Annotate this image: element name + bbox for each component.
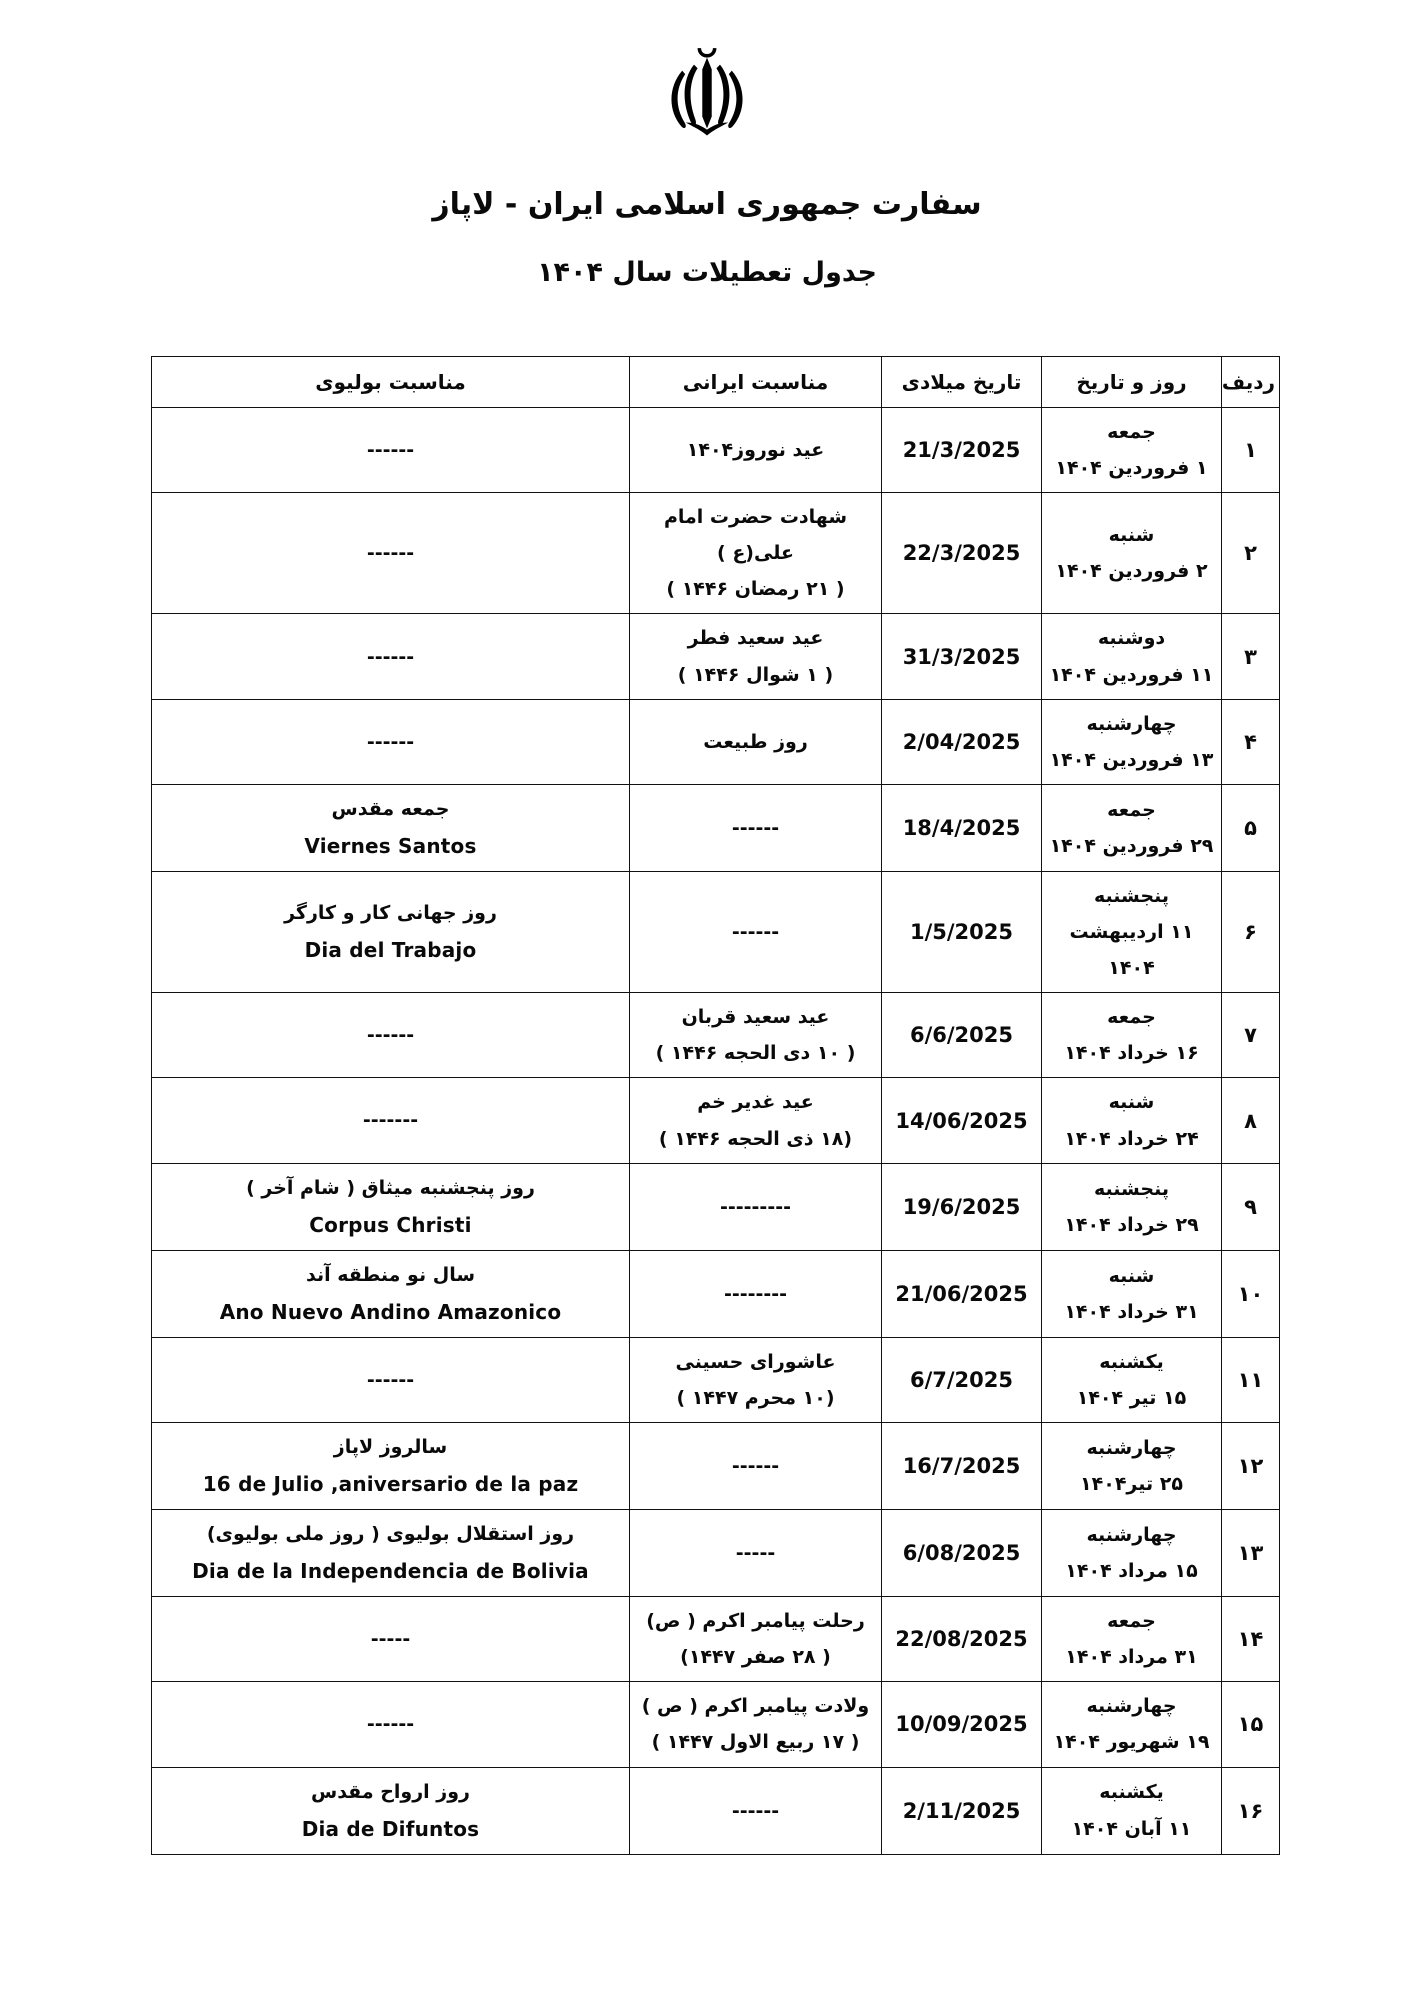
column-header-rooz: روز و تاریخ xyxy=(1042,357,1222,408)
cell-day-and-date xyxy=(1042,1337,1222,1422)
cell-iranian-occasion xyxy=(630,699,882,784)
iranian-occasion-line: ------ xyxy=(731,921,780,944)
iranian-occasion-hijri: (۱۸ ذی الحجه ۱۴۴۶ ) xyxy=(658,1127,853,1150)
iranian-occasion-line: رحلت پیامبر اکرم ( ص) xyxy=(646,1610,865,1633)
cell-radif: ۶ xyxy=(1222,871,1280,992)
cell-iranian-occasion xyxy=(630,1250,882,1337)
table-row xyxy=(152,1682,1280,1767)
iranian-occasion-line: شهادت حضرت امام علی(ع ) xyxy=(663,506,848,565)
iranian-occasion-line: عید سعید قربان xyxy=(681,1006,830,1029)
iranian-occasion-line: ------ xyxy=(731,1799,780,1822)
cell-day-and-date xyxy=(1042,1682,1222,1767)
cell-radif: ۹ xyxy=(1222,1163,1280,1250)
cell-iranian-occasion xyxy=(630,1078,882,1163)
bolivian-occasion-spanish: 16 de Julio ,aniversario de la paz xyxy=(202,1472,579,1497)
cell-day-and-date xyxy=(1042,493,1222,614)
weekday-text: شنبه xyxy=(1108,1264,1155,1287)
cell-radif: ۱۴ xyxy=(1222,1597,1280,1682)
emblem-container xyxy=(0,0,1414,156)
document-heading xyxy=(0,184,1414,292)
cell-day-and-date xyxy=(1042,1597,1222,1682)
iranian-occasion-hijri: ( ۱ شوال ۱۴۴۶ ) xyxy=(677,663,834,686)
iranian-occasion-line: ------ xyxy=(731,816,780,839)
cell-radif: ۴ xyxy=(1222,699,1280,784)
cell-iranian-occasion xyxy=(630,1510,882,1597)
persian-date-text: ۱۵ تیر ۱۴۰۴ xyxy=(1076,1386,1187,1409)
table-header-row xyxy=(152,357,1280,408)
cell-day-and-date xyxy=(1042,871,1222,992)
cell-gregorian-date: 2/04/2025 xyxy=(882,699,1042,784)
cell-bolivian-occasion xyxy=(152,1767,630,1854)
persian-date-text: ۳۱ مرداد ۱۴۰۴ xyxy=(1065,1646,1198,1669)
weekday-text: شنبه xyxy=(1108,524,1155,547)
cell-gregorian-date: 6/08/2025 xyxy=(882,1510,1042,1597)
cell-iranian-occasion xyxy=(630,1767,882,1854)
cell-radif: ۷ xyxy=(1222,993,1280,1078)
table-row xyxy=(152,1422,1280,1509)
bolivian-occasion-persian: سالروز لاپاز xyxy=(333,1435,448,1458)
bolivian-occasion-spanish: Corpus Christi xyxy=(309,1212,472,1237)
cell-bolivian-occasion xyxy=(152,699,630,784)
cell-iranian-occasion xyxy=(630,408,882,493)
cell-bolivian-occasion xyxy=(152,993,630,1078)
cell-bolivian-occasion xyxy=(152,1163,630,1250)
cell-radif: ۱ xyxy=(1222,408,1280,493)
bolivian-occasion-persian: جمعه مقدس xyxy=(331,797,450,820)
cell-bolivian-occasion xyxy=(152,871,630,992)
cell-gregorian-date: 18/4/2025 xyxy=(882,784,1042,871)
column-header-miladi: تاریخ میلادی xyxy=(882,357,1042,408)
iranian-occasion-line: -------- xyxy=(723,1282,788,1305)
cell-gregorian-date: 10/09/2025 xyxy=(882,1682,1042,1767)
column-header-bolivi: مناسبت بولیوی xyxy=(152,357,630,408)
cell-day-and-date xyxy=(1042,1422,1222,1509)
weekday-text: جمعه xyxy=(1107,1006,1156,1029)
bolivian-occasion-persian: سال نو منطقه آند xyxy=(305,1263,476,1286)
cell-iranian-occasion xyxy=(630,1682,882,1767)
cell-day-and-date xyxy=(1042,699,1222,784)
weekday-text: جمعه xyxy=(1107,421,1156,443)
holidays-table-container xyxy=(152,356,1280,1855)
iranian-occasion-hijri: ( ۲۸ صفر ۱۴۴۷) xyxy=(680,1646,831,1669)
iranian-occasion-hijri: ----- xyxy=(735,1542,776,1565)
persian-date-text: ۲۹ خرداد ۱۴۰۴ xyxy=(1064,1213,1199,1236)
iranian-occasion-hijri: --------- xyxy=(720,1195,791,1218)
cell-radif: ۱۱ xyxy=(1222,1337,1280,1422)
persian-date-text: ۲۴ خرداد ۱۴۰۴ xyxy=(1064,1127,1199,1150)
persian-date-text: ۲۹ فروردین ۱۴۰۴ xyxy=(1049,834,1214,857)
bolivian-occasion-spanish: Dia de la Independencia de Bolivia xyxy=(192,1559,589,1584)
iranian-occasion-line: عاشورای حسینی xyxy=(675,1350,836,1373)
cell-bolivian-occasion xyxy=(152,1597,630,1682)
persian-date-text: ۲۵ تیر۱۴۰۴ xyxy=(1080,1473,1183,1496)
cell-bolivian-occasion xyxy=(152,784,630,871)
table-row xyxy=(152,493,1280,614)
cell-iranian-occasion xyxy=(630,1337,882,1422)
cell-bolivian-occasion xyxy=(152,1422,630,1509)
cell-gregorian-date: 6/7/2025 xyxy=(882,1337,1042,1422)
weekday-text: جمعه xyxy=(1107,798,1156,821)
holidays-table xyxy=(151,356,1280,1855)
cell-radif: ۳ xyxy=(1222,614,1280,699)
cell-day-and-date xyxy=(1042,1250,1222,1337)
table-row xyxy=(152,1337,1280,1422)
bolivian-occasion-persian: روز پنجشنبه میثاق ( شام آخر ) xyxy=(246,1176,535,1199)
persian-date-text: ۱۹ شهریور ۱۴۰۴ xyxy=(1053,1731,1210,1754)
persian-date-text: ۱۱ فروردین ۱۴۰۴ xyxy=(1049,663,1214,686)
cell-iranian-occasion xyxy=(630,1597,882,1682)
persian-date-text: ۱۱ اردیبهشت ۱۴۰۴ xyxy=(1069,921,1194,980)
cell-radif: ۱۰ xyxy=(1222,1250,1280,1337)
cell-radif: ۱۵ xyxy=(1222,1682,1280,1767)
cell-bolivian-occasion xyxy=(152,1250,630,1337)
cell-gregorian-date: 21/3/2025 xyxy=(882,408,1042,493)
table-header xyxy=(152,357,1280,408)
bolivian-occasion-persian: روز استقلال بولیوی ( روز ملی بولیوی) xyxy=(206,1523,575,1546)
page-title: سفارت جمهوری اسلامی ایران - لاپاز xyxy=(432,187,982,222)
cell-gregorian-date: 1/5/2025 xyxy=(882,871,1042,992)
bolivian-occasion-persian: روز ارواح مقدس xyxy=(310,1780,470,1803)
bolivian-occasion-persian: ------ xyxy=(366,645,415,668)
weekday-text: چهارشنبه xyxy=(1086,712,1177,735)
cell-radif: ۱۳ xyxy=(1222,1510,1280,1597)
table-row xyxy=(152,871,1280,992)
weekday-text: جمعه xyxy=(1107,1610,1156,1633)
weekday-text: یکشنبه xyxy=(1099,1781,1164,1804)
iran-emblem-icon xyxy=(647,34,767,152)
cell-day-and-date xyxy=(1042,408,1222,493)
cell-gregorian-date: 19/6/2025 xyxy=(882,1163,1042,1250)
iranian-occasion-hijri: ( ۲۱ رمضان ۱۴۴۶ ) xyxy=(666,578,845,601)
weekday-text: پنجشنبه xyxy=(1094,1177,1169,1200)
table-row xyxy=(152,614,1280,699)
cell-bolivian-occasion xyxy=(152,1510,630,1597)
bolivian-occasion-persian: ------ xyxy=(366,1024,415,1047)
cell-bolivian-occasion xyxy=(152,614,630,699)
cell-gregorian-date: 14/06/2025 xyxy=(882,1078,1042,1163)
cell-bolivian-occasion xyxy=(152,493,630,614)
table-row xyxy=(152,1597,1280,1682)
weekday-text: شنبه xyxy=(1108,1091,1155,1114)
cell-iranian-occasion xyxy=(630,993,882,1078)
cell-gregorian-date: 16/7/2025 xyxy=(882,1422,1042,1509)
weekday-text: دوشنبه xyxy=(1097,627,1166,650)
bolivian-occasion-spanish: Ano Nuevo Andino Amazonico xyxy=(219,1299,562,1324)
cell-iranian-occasion xyxy=(630,871,882,992)
cell-day-and-date xyxy=(1042,1163,1222,1250)
table-row xyxy=(152,1163,1280,1250)
bolivian-occasion-spanish: Dia del Trabajo xyxy=(304,938,477,963)
table-row xyxy=(152,408,1280,493)
cell-day-and-date xyxy=(1042,1078,1222,1163)
cell-gregorian-date: 2/11/2025 xyxy=(882,1767,1042,1854)
cell-radif: ۱۶ xyxy=(1222,1767,1280,1854)
persian-date-text: ۱ فروردین ۱۴۰۴ xyxy=(1055,457,1208,480)
iranian-occasion-line: عید سعید فطر xyxy=(687,627,824,650)
cell-radif: ۸ xyxy=(1222,1078,1280,1163)
table-row xyxy=(152,1078,1280,1163)
iranian-occasion-hijri: ------ xyxy=(731,1454,780,1477)
persian-date-text: ۱۶ خرداد ۱۴۰۴ xyxy=(1064,1042,1199,1065)
weekday-text: چهارشنبه xyxy=(1086,1695,1177,1718)
cell-day-and-date xyxy=(1042,614,1222,699)
bolivian-occasion-persian: روز جهانی کار و کارگر xyxy=(284,902,497,925)
table-row xyxy=(152,1250,1280,1337)
iranian-occasion-hijri: (۱۰ محرم ۱۴۴۷ ) xyxy=(676,1386,835,1409)
weekday-text: یکشنبه xyxy=(1099,1350,1164,1373)
bolivian-occasion-spanish: Viernes Santos xyxy=(304,833,477,858)
bolivian-occasion-persian: ------ xyxy=(366,1368,415,1391)
bolivian-occasion-persian: ------ xyxy=(366,1713,415,1736)
persian-date-text: ۱۳ فروردین ۱۴۰۴ xyxy=(1049,748,1214,771)
iranian-occasion-line: ولادت پیامبر اکرم ( ص ) xyxy=(641,1695,870,1718)
bolivian-occasion-persian: ------ xyxy=(366,542,415,565)
column-header-irani: مناسبت ایرانی xyxy=(630,357,882,408)
bolivian-occasion-persian: ------ xyxy=(366,439,415,462)
table-row xyxy=(152,1510,1280,1597)
table-row xyxy=(152,784,1280,871)
cell-day-and-date xyxy=(1042,784,1222,871)
table-row xyxy=(152,699,1280,784)
cell-iranian-occasion xyxy=(630,493,882,614)
page-subtitle: جدول تعطیلات سال ۱۴۰۴ xyxy=(537,257,877,288)
cell-iranian-occasion xyxy=(630,614,882,699)
persian-date-text: ۱۱ آبان ۱۴۰۴ xyxy=(1071,1817,1192,1840)
cell-day-and-date xyxy=(1042,993,1222,1078)
bolivian-occasion-persian: ------ xyxy=(366,730,415,753)
persian-date-text: ۲ فروردین ۱۴۰۴ xyxy=(1055,560,1208,583)
column-header-radif: ردیف xyxy=(1222,357,1280,408)
persian-date-text: ۳۱ خرداد ۱۴۰۴ xyxy=(1064,1300,1199,1323)
iranian-occasion-line: روز طبیعت xyxy=(703,730,808,753)
bolivian-occasion-persian: ------- xyxy=(362,1109,419,1132)
cell-bolivian-occasion xyxy=(152,1682,630,1767)
cell-bolivian-occasion xyxy=(152,1078,630,1163)
cell-gregorian-date: 6/6/2025 xyxy=(882,993,1042,1078)
cell-iranian-occasion xyxy=(630,1422,882,1509)
iranian-occasion-hijri: ( ۱۷ ربیع الاول ۱۴۴۷ ) xyxy=(651,1731,860,1754)
weekday-text: چهارشنبه xyxy=(1086,1524,1177,1547)
cell-gregorian-date: 31/3/2025 xyxy=(882,614,1042,699)
cell-radif: ۵ xyxy=(1222,784,1280,871)
cell-radif: ۲ xyxy=(1222,493,1280,614)
bolivian-occasion-persian: ----- xyxy=(370,1628,411,1651)
cell-radif: ۱۲ xyxy=(1222,1422,1280,1509)
cell-bolivian-occasion xyxy=(152,408,630,493)
persian-date-text: ۱۵ مرداد ۱۴۰۴ xyxy=(1065,1560,1198,1583)
iranian-occasion-line: عید غدیر خم xyxy=(697,1091,814,1114)
table-body xyxy=(152,408,1280,1855)
cell-day-and-date xyxy=(1042,1767,1222,1854)
weekday-text: پنجشنبه xyxy=(1094,884,1169,907)
table-row xyxy=(152,993,1280,1078)
cell-gregorian-date: 21/06/2025 xyxy=(882,1250,1042,1337)
cell-iranian-occasion xyxy=(630,784,882,871)
cell-bolivian-occasion xyxy=(152,1337,630,1422)
cell-iranian-occasion xyxy=(630,1163,882,1250)
weekday-text: چهارشنبه xyxy=(1086,1436,1177,1459)
iranian-occasion-hijri: ( ۱۰ دی الحجه ۱۴۴۶ ) xyxy=(655,1042,856,1065)
cell-day-and-date xyxy=(1042,1510,1222,1597)
cell-gregorian-date: 22/3/2025 xyxy=(882,493,1042,614)
table-row xyxy=(152,1767,1280,1854)
iranian-occasion-line: عید نوروز۱۴۰۴ xyxy=(686,439,825,462)
bolivian-occasion-spanish: Dia de Difuntos xyxy=(301,1816,480,1841)
cell-gregorian-date: 22/08/2025 xyxy=(882,1597,1042,1682)
